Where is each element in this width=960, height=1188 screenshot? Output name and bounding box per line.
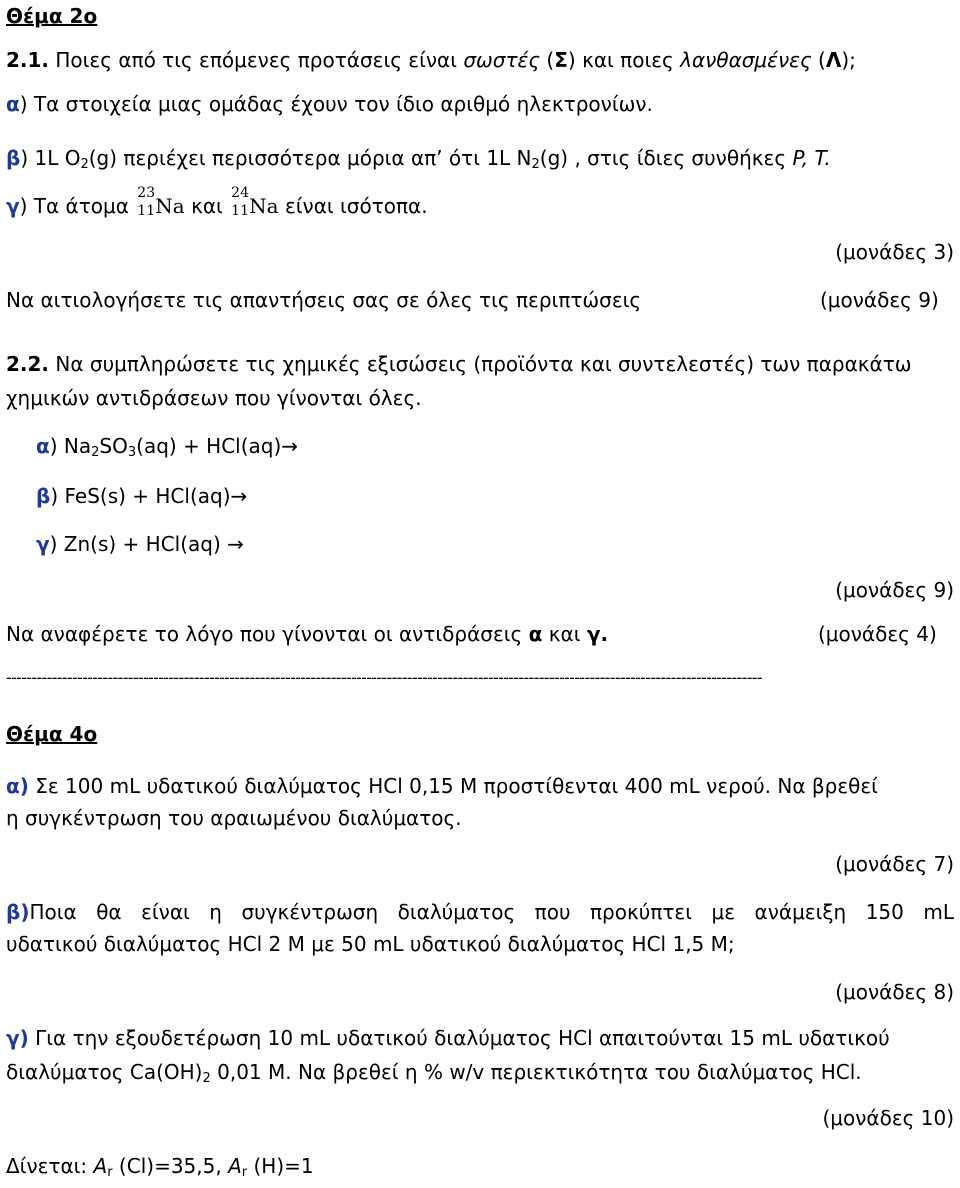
theme4-b-label: β) <box>6 900 30 924</box>
theme4-a-text1: Σε 100 mL υδατικού διαλύματος HCl 0,15 M προστίθενται 400 mL νερού. Να βρεθεί <box>28 774 878 798</box>
q22-a-sub2: 3 <box>127 445 137 460</box>
q21-text-b: ( <box>540 48 555 72</box>
theme4-g-text2b: 0,01 M. Να βρεθεί η % w/v περιεκτικότητα του διαλύματος HCl. <box>210 1060 862 1084</box>
q21-lambda: Λ <box>825 48 842 72</box>
q21-text-c: ) και ποιες <box>567 48 681 72</box>
q21-item-a <box>6 92 653 116</box>
reaction-arrow-icon: → <box>281 434 299 458</box>
q21-text-d: ( <box>811 48 826 72</box>
q21-b-sub1: 2 <box>80 157 89 172</box>
theme4-g-text1: Για την εξουδετέρωση 10 mL υδατικού διαλύματος HCl απαιτούνται 15 mL υδατικού <box>28 1026 890 1050</box>
given-r2: r <box>241 1165 248 1180</box>
section-separator: ----------------------------------------------------------------------------------------------------------------------------------------------------- <box>6 668 762 687</box>
given-A1: A <box>93 1154 108 1178</box>
q21-b-text2: (g) περιέχει περισσότερα μόρια απ’ ότι 1L N <box>88 146 532 170</box>
q22-number: 2.2. <box>6 352 50 376</box>
theme4-g-sub: 2 <box>202 1071 211 1086</box>
q21-text-a: Ποιες από τις επόμενες προτάσεις είναι <box>49 48 464 72</box>
theme4-a-points: (μονάδες 7) <box>835 852 954 876</box>
q21-b-text3: (g) , στις ίδιες συνθήκες <box>539 146 793 170</box>
q22-a-text1: ) Na <box>49 434 92 458</box>
q21-text-e: ); <box>841 48 856 72</box>
q21-correct: σωστές <box>463 48 541 72</box>
theme4-a-label: α) <box>6 774 29 798</box>
q22-points-2: (μονάδες 4) <box>818 622 937 646</box>
q22-a-text3: (aq) + HCl(aq) <box>136 434 282 458</box>
q22-heading-line2: χημικών αντιδράσεων που γίνονται όλες. <box>6 386 422 410</box>
isotope-2-notation <box>229 185 249 219</box>
theme4-g-points: (μονάδες 10) <box>822 1106 954 1130</box>
isotope-1-mass: 23 <box>137 185 156 201</box>
theme2-title: Θέμα 2ο <box>6 4 98 28</box>
q21-points-2: (μονάδες 9) <box>820 288 939 312</box>
q21-g-text3: είναι ισότοπα. <box>278 194 428 218</box>
q21-g-label: γ <box>6 194 20 218</box>
q21-b-sub2: 2 <box>531 157 540 172</box>
reaction-arrow-icon: → <box>227 532 244 556</box>
given-h: (H)=1 <box>247 1154 314 1178</box>
given-label: Δίνεται: <box>6 1154 94 1178</box>
theme4-g-text2a: διαλύματος Ca(OH) <box>6 1060 203 1084</box>
q21-a-text: ) Τα στοιχεία μιας ομάδας έχουν τον ίδιο αριθμό ηλεκτρονίων. <box>19 92 653 116</box>
reaction-arrow-icon: → <box>230 484 248 508</box>
q21-b-label: β <box>6 146 21 170</box>
q21-sigma: Σ <box>554 48 568 72</box>
isotope-1-atomic-number: 11 <box>137 203 156 219</box>
given-data <box>6 1154 314 1178</box>
theme4-b-text1: Ποια θα είναι η συγκέντρωση διαλύματος που προκύπτει με ανάμειξη 150 mL <box>29 900 954 924</box>
q21-justify: Να αιτιολογήσετε τις απαντήσεις σας σε όλες τις περιπτώσεις <box>6 288 642 312</box>
q22-reaction-a <box>36 434 298 458</box>
given-r1: r <box>107 1165 113 1180</box>
q22-a-sub1: 2 <box>91 445 100 460</box>
q21-a-label: α <box>6 92 20 116</box>
theme4-g-line2 <box>6 1060 862 1084</box>
q22-reaction-b <box>36 484 247 508</box>
q22-a-text2: SO <box>99 434 128 458</box>
isotope-2-atomic-number: 11 <box>231 203 249 219</box>
isotope-2-mass: 24 <box>231 185 249 201</box>
q21-b-PT: P, T. <box>792 146 831 170</box>
q22-heading-line1 <box>6 352 912 376</box>
q22-reaction-g <box>36 532 244 556</box>
theme4-a-line1 <box>6 774 878 798</box>
theme4-b-line2: υδατικού διαλύματος HCl 2 M με 50 mL υδατικού διαλύματος HCl 1,5 M; <box>6 932 735 956</box>
theme4-a-line2: η συγκέντρωση του αραιωμένου διαλύματος. <box>6 806 462 830</box>
q22-g-text: ) Zn(s) + HCl(aq) <box>49 532 228 556</box>
given-A2: A <box>228 1154 242 1178</box>
q21-points-1: (μονάδες 3) <box>835 240 954 264</box>
q21-item-g <box>6 185 428 219</box>
q21-b-text1: ) 1L O <box>20 146 81 170</box>
isotope-2-symbol: Na <box>249 194 279 218</box>
q22-reason-a: α <box>528 622 543 646</box>
q21-g-text1: ) Τα άτομα <box>19 194 136 218</box>
q22-a-label: α <box>36 434 50 458</box>
q22-reason-text: Να αναφέρετε το λόγο που γίνονται οι αντιδράσεις <box>6 622 529 646</box>
theme4-g-line1 <box>6 1026 890 1050</box>
theme4-g-label: γ) <box>6 1026 29 1050</box>
q21-heading <box>6 48 856 72</box>
theme4-b-points: (μονάδες 8) <box>835 980 954 1004</box>
isotope-1-notation <box>135 185 156 219</box>
q21-item-b <box>6 146 831 170</box>
q22-b-label: β <box>36 484 51 508</box>
q22-g-label: γ <box>36 532 50 556</box>
isotope-1-symbol: Na <box>155 194 185 218</box>
given-cl: (Cl)=35,5, <box>112 1154 229 1178</box>
theme4-title: Θέμα 4ο <box>6 722 98 746</box>
q22-points-1: (μονάδες 9) <box>835 578 954 602</box>
theme4-b-line1 <box>6 900 954 924</box>
q22-reason <box>6 622 608 646</box>
q21-wrong: λανθασμένες <box>680 48 812 72</box>
q21-g-text2: και <box>184 194 230 218</box>
q22-reason-and: και <box>542 622 587 646</box>
q22-b-text: ) FeS(s) + HCl(aq) <box>50 484 231 508</box>
q21-number: 2.1. <box>6 48 50 72</box>
q22-text1: Να συμπληρώσετε τις χημικές εξισώσεις (προϊόντα και συντελεστές) των παρακάτω <box>49 352 912 376</box>
q22-reason-g: γ. <box>586 622 609 646</box>
